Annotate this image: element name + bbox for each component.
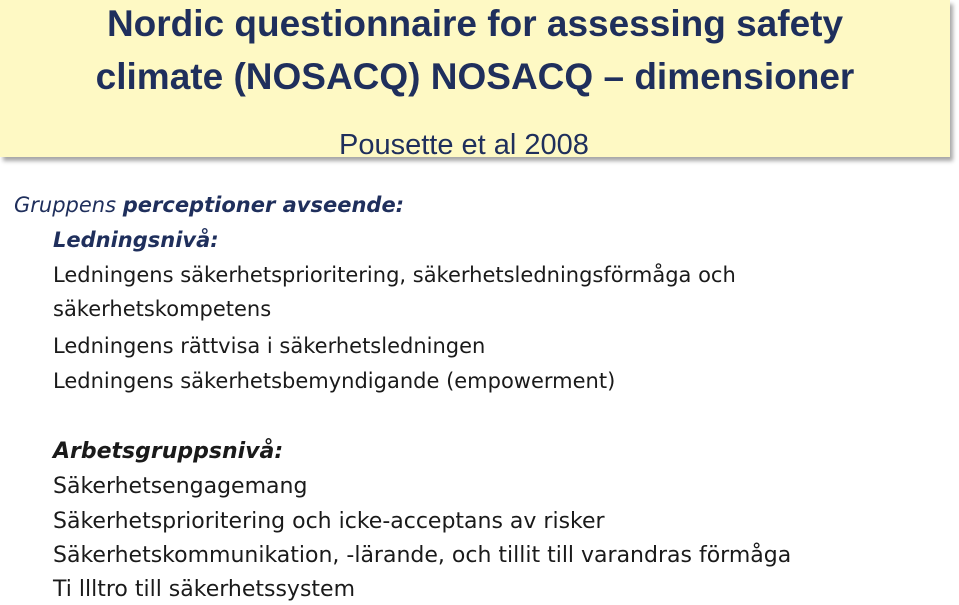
management-item: Ledningens rättvisa i säkerhetsledningen [53,334,486,358]
management-heading: Ledningsnivå: [53,228,219,252]
slide-subtitle: Pousette et al 2008 [339,129,589,161]
workgroup-item: Ti llltro till säkerhetssystem [53,577,355,602]
workgroup-item: Säkerhetsengagemang [53,474,308,499]
management-item: Ledningens säkerhetsbemyndigande (empowerment) [53,369,616,393]
slide-title-line-1: Nordic questionnaire for assessing safety [106,3,844,44]
management-item: säkerhetskompetens [53,297,272,321]
intro-bold: perceptioner avseende: [122,193,405,217]
workgroup-heading: Arbetsgruppsnivå: [53,439,284,464]
workgroup-item: Säkerhetsprioritering och icke-acceptans av risker [53,509,605,534]
intro-prefix: Gruppens [14,193,123,217]
workgroup-item: Säkerhetskommunikation, -lärande, och tillit till varandras förmåga [53,543,792,568]
slide-title-line-2: climate (NOSACQ) NOSACQ – dimensioner [95,56,855,97]
title-banner [0,0,950,161]
management-item: Ledningens säkerhetsprioritering, säkerhetsledningsförmåga och [53,263,736,287]
intro-line [14,193,404,217]
